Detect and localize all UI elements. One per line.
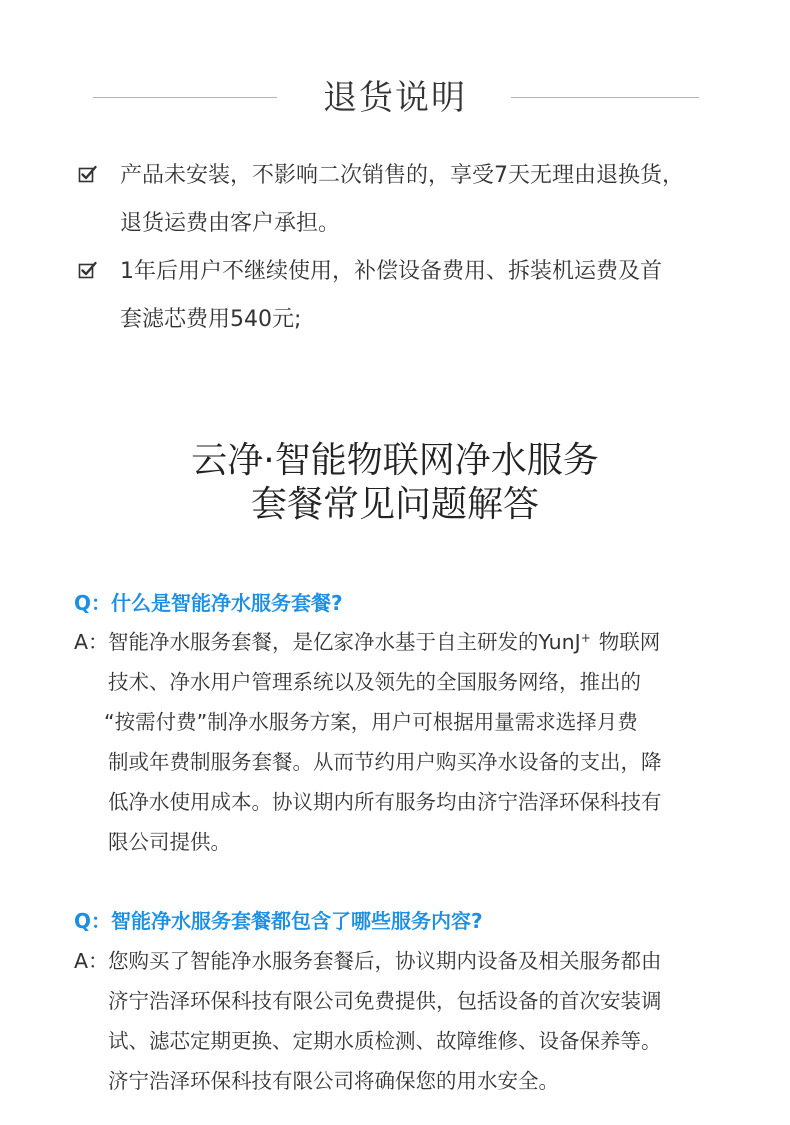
return-policy-header bbox=[0, 72, 790, 124]
checkbox-check-icon bbox=[78, 164, 98, 184]
divider-right bbox=[511, 97, 699, 98]
answer-line: 济宁浩泽环保科技有限公司将确保您的用水安全。 bbox=[108, 1069, 559, 1093]
answer-line bbox=[108, 622, 748, 662]
return-policy-item-line2: 套滤芯费用540元; bbox=[120, 307, 302, 332]
answer-line-text: 智能净水服务套餐，是亿家净水基于自主研发的YunJ bbox=[108, 630, 581, 654]
faq-heading-line2: 套餐常见问题解答 bbox=[250, 484, 539, 525]
answer-line: 低净水使用成本。协议期内所有服务均由济宁浩泽环保科技有 bbox=[108, 790, 662, 814]
answer-line: 限公司提供。 bbox=[108, 830, 231, 854]
answer-line: 济宁浩泽环保科技有限公司免费提供，包括设备的首次安装调 bbox=[108, 989, 662, 1013]
faq-answer-1 bbox=[74, 622, 754, 862]
return-policy-item bbox=[78, 152, 748, 248]
return-policy-item-line1: 产品未安装，不影响二次销售的，享受7天无理由退换货， bbox=[120, 163, 684, 188]
answer-line: 制或年费制服务套餐。从而节约用户购买净水设备的支出，降 bbox=[108, 750, 662, 774]
checkbox-check-icon bbox=[78, 260, 98, 280]
superscript-plus: + bbox=[580, 631, 591, 645]
answer-line: 技术、净水用户管理系统以及领先的全国服务网络，推出的 bbox=[108, 670, 641, 694]
return-policy-title: 退货说明 bbox=[323, 78, 467, 118]
faq-answer-2 bbox=[74, 941, 754, 1101]
answer-line-text: 物联网 bbox=[598, 630, 661, 654]
answer-line: 试、滤芯定期更换、定期水质检测、故障维修、设备保养等。 bbox=[108, 1029, 662, 1053]
return-policy-item-line1: 1年后用户不继续使用，补偿设备费用、拆装机运费及首 bbox=[120, 259, 662, 284]
answer-prefix: A： bbox=[74, 630, 109, 654]
faq-heading-line1: 云净·智能物联网净水服务 bbox=[191, 440, 599, 481]
return-policy-item-line2: 退货运费由客户承担。 bbox=[120, 211, 341, 236]
answer-prefix: A： bbox=[74, 949, 109, 973]
answer-line: “按需付费”制净水服务方案，用户可根据用量需求选择月费 bbox=[104, 710, 638, 734]
faq-question-1: Q：什么是智能净水服务套餐? bbox=[74, 591, 343, 615]
faq-question-2: Q：智能净水服务套餐都包含了哪些服务内容? bbox=[74, 909, 483, 933]
answer-line: 您购买了智能净水服务套餐后，协议期内设备及相关服务都由 bbox=[108, 949, 662, 973]
return-policy-item bbox=[78, 248, 748, 344]
